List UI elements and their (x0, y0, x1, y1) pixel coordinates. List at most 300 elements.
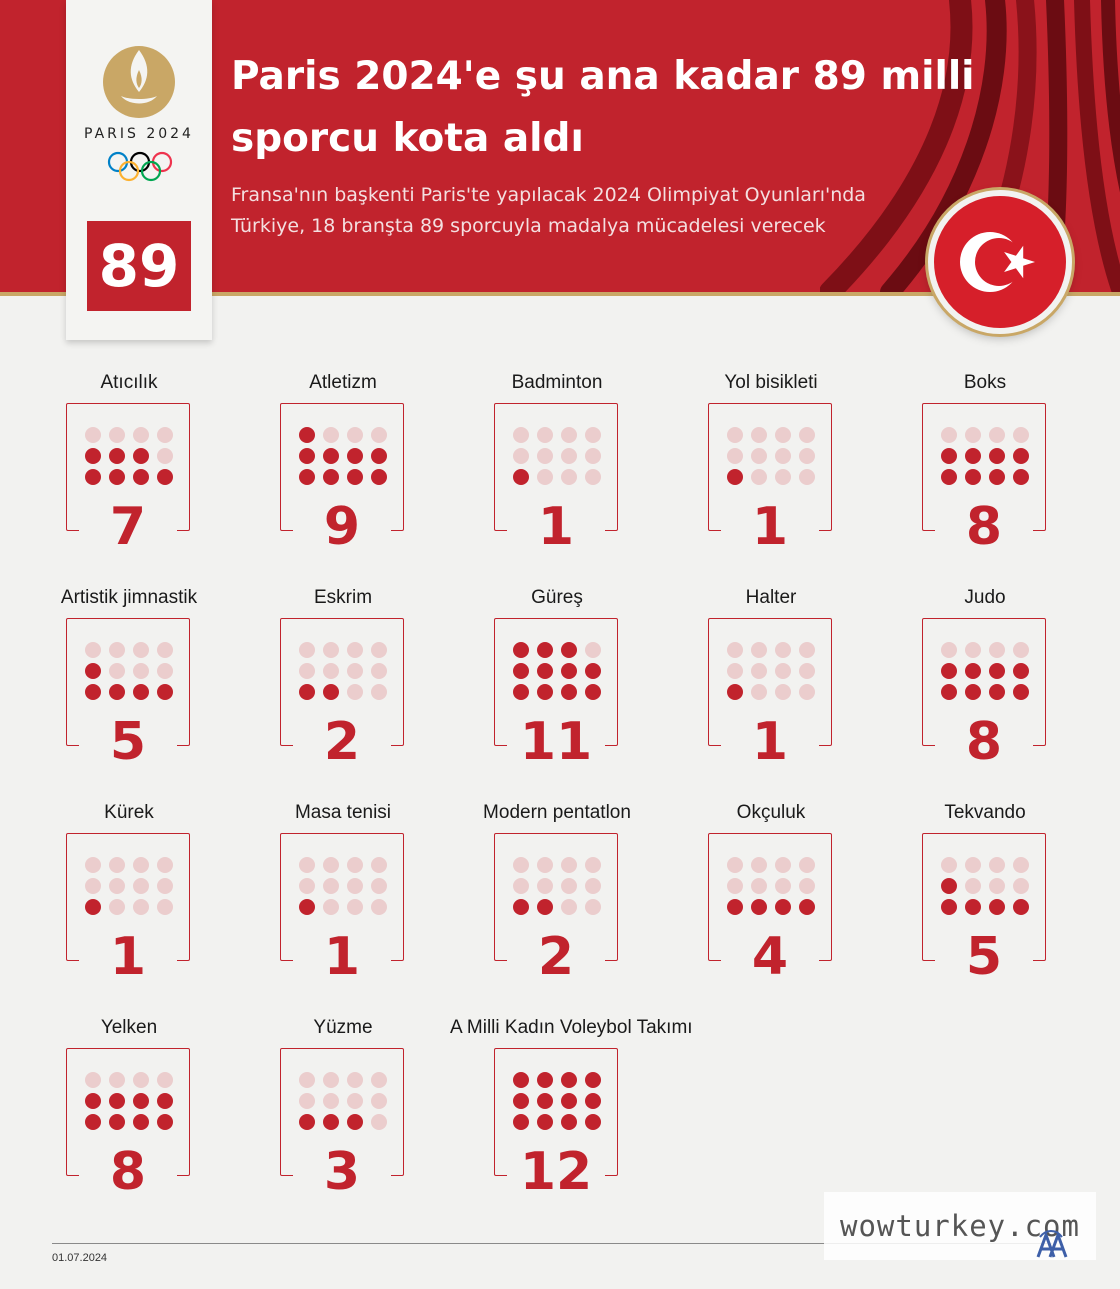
athlete-dot-filled (157, 1093, 173, 1109)
sport-count: 9 (293, 498, 391, 556)
subtitle-line-1: Fransa'nın başkenti Paris'te yapılacak 2024 Olimpiyat Oyunları'nda (231, 184, 866, 206)
athlete-dot-empty (561, 878, 577, 894)
athlete-dot-filled (85, 1114, 101, 1130)
athlete-dot-grid (727, 427, 815, 485)
athlete-dot-filled (537, 1114, 553, 1130)
title-line-1: Paris 2024'e şu ana kadar 89 milli (231, 54, 975, 99)
sport-tile (22, 802, 236, 1002)
athlete-dot-filled (537, 1072, 553, 1088)
athlete-dot-empty (323, 642, 339, 658)
athlete-dot-filled (941, 878, 957, 894)
athlete-dot-empty (157, 448, 173, 464)
athlete-dot-filled (157, 469, 173, 485)
athlete-dot-grid (299, 427, 387, 485)
athlete-dot-filled (989, 663, 1005, 679)
athlete-dot-filled (585, 1114, 601, 1130)
athlete-dot-filled (371, 469, 387, 485)
olympic-rings-icon (106, 150, 174, 184)
athlete-dot-filled (965, 448, 981, 464)
athlete-dot-empty (941, 857, 957, 873)
athlete-dot-empty (727, 642, 743, 658)
athlete-dot-empty (775, 878, 791, 894)
sport-count: 3 (293, 1143, 391, 1201)
athlete-dot-filled (1013, 663, 1029, 679)
athlete-dot-filled (109, 448, 125, 464)
athlete-dot-empty (989, 857, 1005, 873)
athlete-dot-empty (727, 448, 743, 464)
athlete-dot-filled (989, 684, 1005, 700)
athlete-dot-empty (133, 899, 149, 915)
athlete-dot-empty (513, 427, 529, 443)
athlete-dot-empty (1013, 427, 1029, 443)
athlete-dot-filled (989, 469, 1005, 485)
sport-count: 1 (79, 928, 177, 986)
athlete-dot-empty (965, 427, 981, 443)
athlete-dot-empty (775, 663, 791, 679)
sport-count: 1 (507, 498, 605, 556)
athlete-dot-grid (513, 857, 601, 915)
athlete-dot-empty (109, 857, 125, 873)
sport-label: Boks (963, 372, 1007, 393)
athlete-dot-empty (85, 427, 101, 443)
athlete-dot-empty (323, 878, 339, 894)
athlete-dot-empty (109, 878, 125, 894)
sport-tile (236, 587, 450, 787)
athlete-dot-empty (157, 857, 173, 873)
athlete-dot-grid (513, 642, 601, 700)
athlete-dot-filled (85, 1093, 101, 1109)
athlete-dot-filled (133, 1114, 149, 1130)
athlete-dot-empty (371, 684, 387, 700)
athlete-dot-filled (513, 469, 529, 485)
athlete-dot-empty (323, 899, 339, 915)
athlete-dot-empty (989, 642, 1005, 658)
turkey-flag-badge (928, 190, 1072, 334)
athlete-dot-empty (371, 899, 387, 915)
athlete-dot-filled (727, 469, 743, 485)
sport-label: Eskrim (313, 587, 373, 608)
athlete-dot-filled (109, 1114, 125, 1130)
athlete-dot-filled (85, 448, 101, 464)
athlete-dot-filled (85, 899, 101, 915)
sport-tile (236, 802, 450, 1002)
athlete-dot-empty (157, 427, 173, 443)
athlete-dot-empty (133, 642, 149, 658)
sport-label: Yol bisikleti (724, 372, 818, 393)
sport-label: A Milli Kadın Voleybol Takımı (450, 1017, 693, 1038)
sport-count: 11 (507, 713, 605, 771)
athlete-dot-empty (109, 642, 125, 658)
athlete-dot-filled (323, 469, 339, 485)
sport-count: 1 (721, 498, 819, 556)
athlete-dot-empty (775, 857, 791, 873)
athlete-dot-grid (727, 857, 815, 915)
athlete-dot-filled (109, 684, 125, 700)
athlete-dot-empty (537, 427, 553, 443)
athlete-dot-empty (347, 642, 363, 658)
athlete-dot-empty (513, 857, 529, 873)
athlete-dot-filled (537, 663, 553, 679)
page-title (231, 46, 1051, 170)
athlete-dot-empty (941, 427, 957, 443)
sport-tile (878, 372, 1092, 572)
athlete-dot-empty (965, 642, 981, 658)
sport-label: Yüzme (313, 1017, 373, 1038)
athlete-dot-filled (561, 1114, 577, 1130)
sport-tile (22, 1017, 236, 1217)
athlete-dot-empty (799, 642, 815, 658)
athlete-dot-empty (799, 857, 815, 873)
athlete-dot-empty (157, 878, 173, 894)
athlete-dot-filled (537, 684, 553, 700)
athlete-dot-empty (347, 857, 363, 873)
athlete-dot-empty (537, 878, 553, 894)
athlete-dot-filled (727, 899, 743, 915)
athlete-dot-grid (513, 427, 601, 485)
sport-label: Güreş (531, 587, 583, 608)
sport-tile (22, 587, 236, 787)
athlete-dot-filled (133, 684, 149, 700)
subtitle-line-2: Türkiye, 18 branşta 89 sporcuyla madalya mücadelesi verecek (231, 215, 826, 237)
athlete-dot-empty (347, 684, 363, 700)
athlete-dot-empty (133, 857, 149, 873)
athlete-dot-empty (323, 857, 339, 873)
athlete-dot-empty (513, 448, 529, 464)
athlete-dot-empty (85, 1072, 101, 1088)
athlete-dot-empty (347, 1072, 363, 1088)
athlete-dot-filled (965, 684, 981, 700)
athlete-dot-empty (299, 857, 315, 873)
sport-tile (878, 587, 1092, 787)
athlete-dot-empty (799, 448, 815, 464)
athlete-dot-empty (965, 878, 981, 894)
athlete-dot-empty (561, 427, 577, 443)
athlete-dot-grid (85, 427, 173, 485)
athlete-dot-filled (299, 448, 315, 464)
paris-2024-logo-card (66, 0, 212, 340)
sport-label: Masa tenisi (294, 802, 392, 823)
athlete-dot-grid (727, 642, 815, 700)
athlete-dot-filled (941, 448, 957, 464)
sport-tile (22, 372, 236, 572)
athlete-dot-empty (371, 878, 387, 894)
athlete-dot-filled (513, 684, 529, 700)
athlete-dot-empty (989, 427, 1005, 443)
athlete-dot-filled (727, 684, 743, 700)
sport-label: Badminton (511, 372, 603, 393)
athlete-dot-filled (989, 448, 1005, 464)
athlete-dot-grid (299, 857, 387, 915)
athlete-dot-empty (585, 857, 601, 873)
athlete-dot-filled (347, 448, 363, 464)
athlete-dot-empty (347, 1093, 363, 1109)
athlete-dot-empty (751, 469, 767, 485)
sport-label: Okçuluk (736, 802, 806, 823)
athlete-dot-empty (537, 857, 553, 873)
athlete-dot-filled (133, 448, 149, 464)
athlete-dot-grid (941, 857, 1029, 915)
athlete-dot-empty (799, 427, 815, 443)
athlete-dot-filled (585, 684, 601, 700)
athlete-dot-empty (537, 448, 553, 464)
athlete-dot-filled (157, 684, 173, 700)
watermark: wowturkey.com (824, 1192, 1096, 1260)
athlete-dot-empty (1013, 642, 1029, 658)
sport-label: Halter (745, 587, 797, 608)
athlete-dot-filled (513, 663, 529, 679)
athlete-dot-filled (513, 899, 529, 915)
athlete-dot-filled (537, 642, 553, 658)
athlete-dot-empty (799, 469, 815, 485)
sport-label: Atıcılık (100, 372, 158, 393)
athlete-dot-empty (513, 878, 529, 894)
paris-2024-emblem-icon (99, 40, 179, 122)
sport-count: 7 (79, 498, 177, 556)
athlete-dot-empty (561, 448, 577, 464)
athlete-dot-empty (585, 878, 601, 894)
aa-agency-logo-icon (1034, 1227, 1068, 1261)
athlete-dot-filled (85, 684, 101, 700)
athlete-dot-grid (941, 642, 1029, 700)
athlete-dot-filled (157, 1114, 173, 1130)
athlete-dot-filled (965, 899, 981, 915)
athlete-dot-empty (371, 1072, 387, 1088)
athlete-dot-empty (299, 642, 315, 658)
sport-tile (664, 587, 878, 787)
sport-count: 1 (293, 928, 391, 986)
athlete-dot-empty (109, 663, 125, 679)
athlete-dot-empty (561, 857, 577, 873)
athlete-dot-empty (157, 1072, 173, 1088)
athlete-dot-empty (561, 899, 577, 915)
sport-count: 1 (721, 713, 819, 771)
athlete-dot-grid (299, 1072, 387, 1130)
sport-label: Kürek (104, 802, 154, 823)
athlete-dot-empty (941, 642, 957, 658)
sport-count: 2 (507, 928, 605, 986)
sport-tile (450, 587, 664, 787)
athlete-dot-empty (347, 899, 363, 915)
sport-label: Artistik jimnastik (60, 587, 198, 608)
athlete-dot-empty (109, 899, 125, 915)
athlete-dot-empty (157, 663, 173, 679)
athlete-dot-filled (1013, 469, 1029, 485)
athlete-dot-empty (727, 878, 743, 894)
athlete-dot-empty (371, 663, 387, 679)
athlete-dot-empty (371, 642, 387, 658)
athlete-dot-empty (585, 448, 601, 464)
athlete-dot-empty (751, 427, 767, 443)
sport-tile (236, 1017, 450, 1217)
athlete-dot-empty (585, 642, 601, 658)
athlete-dot-empty (751, 857, 767, 873)
athlete-dot-empty (585, 469, 601, 485)
athlete-dot-grid (85, 642, 173, 700)
sport-tile (878, 802, 1092, 1002)
athlete-dot-empty (775, 469, 791, 485)
athlete-dot-empty (775, 427, 791, 443)
athlete-dot-filled (941, 684, 957, 700)
athlete-dot-filled (323, 1114, 339, 1130)
athlete-dot-empty (299, 1072, 315, 1088)
athlete-dot-grid (85, 857, 173, 915)
athlete-dot-empty (751, 684, 767, 700)
athlete-dot-filled (537, 1093, 553, 1109)
athlete-dot-filled (133, 469, 149, 485)
athlete-dot-filled (941, 899, 957, 915)
athlete-dot-filled (561, 1093, 577, 1109)
sport-label: Tekvando (944, 802, 1026, 823)
sport-count: 4 (721, 928, 819, 986)
athlete-dot-filled (299, 427, 315, 443)
athlete-dot-filled (751, 899, 767, 915)
athlete-dot-filled (513, 1093, 529, 1109)
athlete-dot-filled (1013, 899, 1029, 915)
athlete-dot-empty (109, 1072, 125, 1088)
athlete-dot-filled (775, 899, 791, 915)
athlete-dot-empty (751, 448, 767, 464)
athlete-dot-filled (371, 448, 387, 464)
athlete-dot-empty (585, 427, 601, 443)
athlete-dot-filled (799, 899, 815, 915)
athlete-dot-empty (133, 1072, 149, 1088)
sport-tile (664, 802, 878, 1002)
athlete-dot-empty (323, 427, 339, 443)
athlete-dot-filled (299, 469, 315, 485)
athlete-dot-empty (85, 857, 101, 873)
athlete-dot-empty (85, 642, 101, 658)
athlete-dot-filled (323, 448, 339, 464)
athlete-dot-empty (347, 663, 363, 679)
athlete-dot-filled (513, 642, 529, 658)
athlete-dot-empty (965, 857, 981, 873)
athlete-dot-grid (299, 642, 387, 700)
athlete-dot-filled (513, 1114, 529, 1130)
sport-count: 8 (935, 713, 1033, 771)
athlete-dot-empty (133, 663, 149, 679)
athlete-dot-filled (347, 1114, 363, 1130)
athlete-dot-grid (85, 1072, 173, 1130)
athlete-dot-filled (109, 469, 125, 485)
athlete-dot-filled (965, 663, 981, 679)
athlete-dot-empty (371, 427, 387, 443)
athlete-dot-filled (513, 1072, 529, 1088)
athlete-dot-empty (751, 642, 767, 658)
athlete-dot-empty (157, 642, 173, 658)
athlete-dot-empty (323, 1093, 339, 1109)
athlete-dot-empty (133, 427, 149, 443)
sport-count: 5 (935, 928, 1033, 986)
athlete-dot-empty (347, 427, 363, 443)
athlete-dot-filled (989, 899, 1005, 915)
athlete-dot-empty (1013, 878, 1029, 894)
athlete-dot-empty (299, 663, 315, 679)
athlete-dot-empty (775, 448, 791, 464)
athlete-dot-filled (85, 469, 101, 485)
athlete-dot-empty (751, 878, 767, 894)
sport-count: 2 (293, 713, 391, 771)
athlete-dot-empty (299, 1093, 315, 1109)
athlete-dot-empty (751, 663, 767, 679)
sport-count: 12 (507, 1143, 605, 1201)
athlete-dot-filled (299, 1114, 315, 1130)
athlete-dot-empty (561, 469, 577, 485)
athlete-dot-filled (85, 663, 101, 679)
athlete-dot-empty (299, 878, 315, 894)
athlete-dot-empty (133, 878, 149, 894)
athlete-dot-filled (561, 1072, 577, 1088)
sport-tile (450, 1017, 693, 1217)
athlete-dot-empty (585, 899, 601, 915)
sport-label: Atletizm (309, 372, 377, 393)
athlete-dot-empty (537, 469, 553, 485)
crescent-star-icon (934, 196, 1066, 328)
athlete-dot-empty (371, 1093, 387, 1109)
athlete-dot-filled (585, 1093, 601, 1109)
athlete-dot-empty (727, 857, 743, 873)
sport-count: 8 (935, 498, 1033, 556)
total-athletes-badge: 89 (87, 221, 191, 311)
sport-tile (450, 372, 664, 572)
athlete-dot-filled (299, 899, 315, 915)
sport-count: 8 (79, 1143, 177, 1201)
athlete-dot-filled (299, 684, 315, 700)
athlete-dot-filled (561, 642, 577, 658)
athlete-dot-empty (1013, 857, 1029, 873)
athlete-dot-grid (513, 1072, 601, 1130)
athlete-dot-filled (1013, 684, 1029, 700)
athlete-dot-filled (561, 663, 577, 679)
athlete-dot-filled (537, 899, 553, 915)
sport-tile (664, 372, 878, 572)
athlete-dot-empty (347, 878, 363, 894)
athlete-dot-filled (133, 1093, 149, 1109)
athlete-dot-empty (323, 663, 339, 679)
athlete-dot-filled (323, 684, 339, 700)
athlete-dot-filled (941, 469, 957, 485)
sport-label: Yelken (100, 1017, 158, 1038)
title-line-2: sporcu kota aldı (231, 116, 584, 161)
athlete-dot-filled (347, 469, 363, 485)
athlete-dot-empty (775, 684, 791, 700)
athlete-dot-filled (585, 1072, 601, 1088)
athlete-dot-filled (965, 469, 981, 485)
athlete-dot-empty (727, 427, 743, 443)
athlete-dot-empty (85, 878, 101, 894)
athlete-dot-empty (799, 663, 815, 679)
sport-count: 5 (79, 713, 177, 771)
publish-date: 01.07.2024 (52, 1252, 108, 1264)
athlete-dot-empty (109, 427, 125, 443)
sport-label: Modern pentatlon (483, 802, 631, 823)
athlete-dot-empty (323, 1072, 339, 1088)
sport-label: Judo (964, 587, 1006, 608)
athlete-dot-empty (371, 1114, 387, 1130)
athlete-dot-empty (775, 642, 791, 658)
athlete-dot-filled (561, 684, 577, 700)
athlete-dot-empty (989, 878, 1005, 894)
athlete-dot-empty (799, 684, 815, 700)
paris-2024-wordmark: PARIS 2024 (84, 126, 194, 142)
athlete-dot-filled (1013, 448, 1029, 464)
sport-tile (450, 802, 664, 1002)
sport-tile (236, 372, 450, 572)
athlete-dot-empty (157, 899, 173, 915)
athlete-dot-grid (941, 427, 1029, 485)
athlete-dot-filled (585, 663, 601, 679)
athlete-dot-empty (799, 878, 815, 894)
athlete-dot-filled (941, 663, 957, 679)
